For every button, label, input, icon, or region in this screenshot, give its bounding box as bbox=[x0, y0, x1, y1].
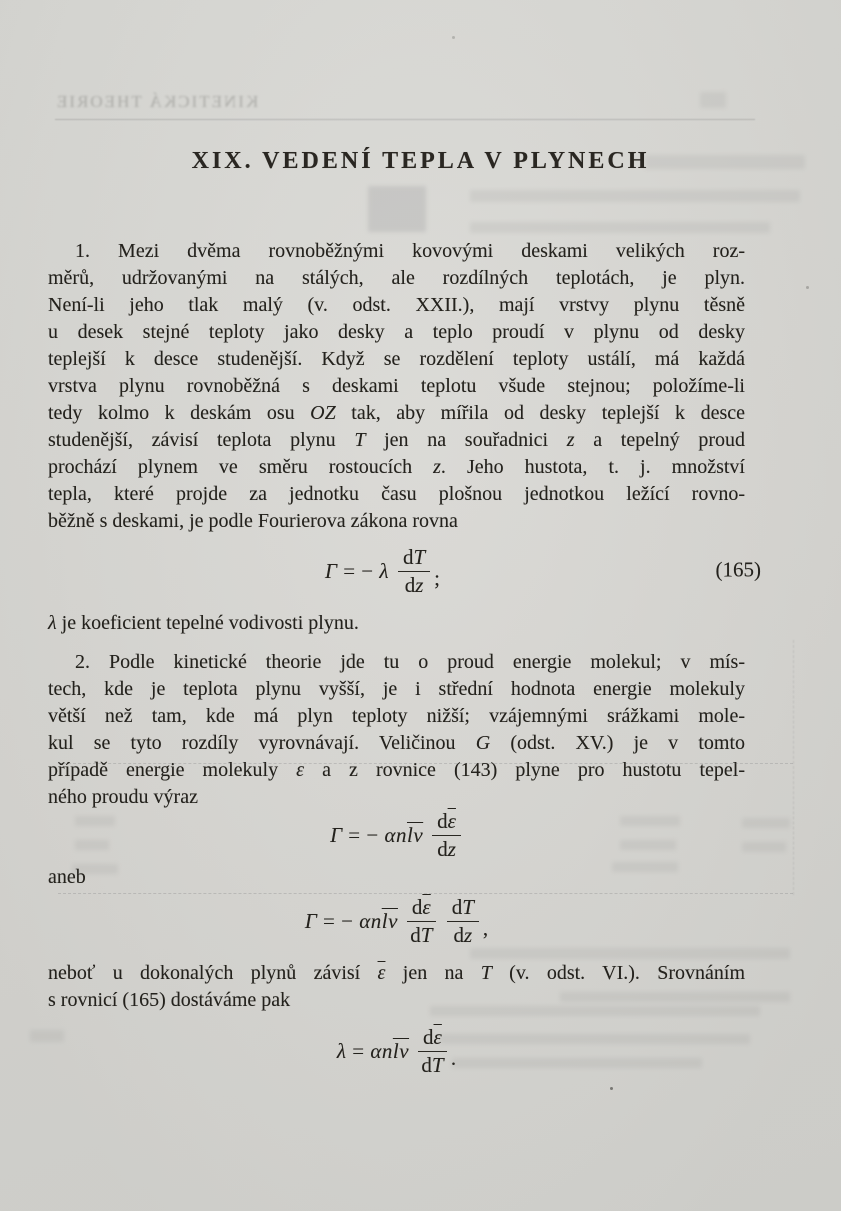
bleedthrough-table-cell bbox=[75, 816, 115, 826]
equation-lhs: Γ = − λ bbox=[324, 559, 389, 584]
bleedthrough-page-number-smudge bbox=[700, 92, 726, 108]
text-line: studenější, závisí teplota plynu T jen na souřadnici z a tepelný proud bbox=[48, 429, 746, 451]
equation-number: (165) bbox=[715, 557, 761, 582]
bleedthrough-smudge bbox=[452, 1058, 702, 1068]
text-line: vrstva plynu rovnoběžná s deskami teplotu všude stejnou; položíme-li bbox=[48, 375, 745, 397]
text-line: tech, kde je teplota plynu vyšší, je i střední hodnota energie molekuly bbox=[48, 678, 745, 700]
equation-punctuation: ; bbox=[434, 566, 441, 591]
equation-punctuation: , bbox=[482, 916, 489, 941]
text-line: s rovnicí (165) dostáváme pak bbox=[48, 989, 291, 1011]
bleedthrough-table-rule bbox=[58, 893, 793, 894]
bleedthrough-smudge bbox=[470, 222, 770, 233]
bleedthrough-smudge bbox=[470, 190, 800, 202]
bleedthrough-table-border bbox=[793, 640, 794, 895]
text-line: běžně s deskami, je podle Fourierova zákona rovna bbox=[48, 510, 458, 532]
text-line: větší než tam, kde má plyn teploty nižší; vzájemnými srážkami mole- bbox=[48, 705, 745, 727]
bleedthrough-table-cell bbox=[75, 840, 109, 850]
bleedthrough-table-cell bbox=[620, 816, 680, 826]
text-line: tepla, které projde za jednotku času plošnou jednotkou ležící rovno- bbox=[48, 483, 745, 505]
text-line: teplejší k desce studenější. Když se rozdělení teploty ustálí, má každá bbox=[48, 348, 745, 370]
equation-punctuation: . bbox=[450, 1046, 457, 1071]
bleedthrough-running-head: KINETICKÁ THEORIE bbox=[55, 92, 259, 111]
fraction-denominator: dT bbox=[410, 923, 433, 948]
bleedthrough-table-cell bbox=[620, 840, 676, 850]
bleedthrough-smudge bbox=[430, 1006, 760, 1016]
bleedthrough-table-cell bbox=[742, 818, 790, 828]
aneb-connector: aneb bbox=[48, 866, 86, 888]
bleedthrough-table-cell bbox=[612, 862, 678, 872]
fraction bbox=[432, 810, 461, 861]
bleedthrough-header-rule bbox=[55, 119, 755, 120]
lambda-definition-line: λ je koeficient tepelné vodivosti plynu. bbox=[48, 612, 359, 634]
bleedthrough-smudge bbox=[440, 1034, 750, 1044]
fraction bbox=[407, 896, 436, 947]
text-line: Není-li jeho tlak malý (v. odst. XXII.), mají vrstvy plynu těsně bbox=[48, 294, 745, 316]
text-line: neboť u dokonalých plynů závisí $\overline{\varepsilon}$ jen na T (v. odst. VI.). Srovnáním bbox=[48, 962, 745, 984]
fraction-numerator: dT bbox=[447, 896, 479, 922]
paragraph-2 bbox=[48, 649, 745, 811]
chapter-title: XIX. VEDENÍ TEPLA V PLYNECH bbox=[191, 148, 650, 174]
bleedthrough-equation-smudge bbox=[368, 186, 426, 232]
bleedthrough-smudge bbox=[30, 1030, 64, 1042]
text-line: u desek stejné teploty jako desky a teplo proudí v plynu od desky bbox=[48, 321, 745, 343]
ink-speck bbox=[452, 36, 455, 39]
fraction-numerator: $d\overline{\varepsilon}$ bbox=[407, 896, 436, 922]
text-line: měrů, udržovanými na stálých, ale rozdílných teplotách, je plyn. bbox=[48, 267, 745, 289]
bleedthrough-table-cell bbox=[742, 842, 786, 852]
fraction-denominator: dT bbox=[421, 1053, 444, 1078]
ink-speck bbox=[610, 1087, 613, 1090]
bleedthrough-smudge bbox=[560, 992, 790, 1002]
fraction-denominator: dz bbox=[437, 837, 456, 862]
equation-lhs: Γ = − $\alpha n\overline{lv}$ bbox=[330, 823, 424, 848]
ink-speck bbox=[806, 286, 809, 289]
equation-lhs: Γ = − $\alpha n\overline{lv}$ bbox=[304, 909, 398, 934]
text-line: 2. Podle kinetické theorie jde tu o proud energie molekul; v mís- bbox=[75, 651, 745, 673]
equation-165 bbox=[34, 545, 761, 598]
equation-flux-T bbox=[48, 896, 745, 947]
equation-lhs: $\lambda = \alpha n\overline{lv}$ bbox=[336, 1039, 410, 1064]
fraction bbox=[398, 546, 430, 597]
fraction-denominator: dz bbox=[404, 573, 424, 598]
bleedthrough-table-rule bbox=[58, 763, 793, 764]
text-line: kul se tyto rozdíly vyrovnávají. Veličinou G (odst. XV.) je v tomto bbox=[48, 732, 746, 754]
text-line: 1. Mezi dvěma rovnoběžnými kovovými deskami velikých roz- bbox=[75, 240, 745, 262]
bleedthrough-table-cell bbox=[72, 864, 118, 874]
text-line: tedy kolmo k deskám osu OZ tak, aby mířila od desky teplejší k desce bbox=[48, 402, 745, 424]
bleedthrough-smudge bbox=[470, 948, 790, 959]
fraction-denominator: dz bbox=[453, 923, 473, 948]
paragraph-1 bbox=[48, 238, 745, 535]
text-line: ného proudu výraz bbox=[48, 786, 198, 808]
fraction-numerator: $d\overline{\varepsilon}$ bbox=[432, 810, 461, 836]
text-line: prochází plynem ve směru rostoucích z. Jeho hustota, t. j. množství bbox=[48, 456, 745, 478]
fraction bbox=[447, 896, 479, 947]
text-line: případě energie molekuly ε a z rovnice (143) plyne pro hustotu tepel- bbox=[48, 759, 745, 781]
fraction-numerator: dT bbox=[398, 546, 430, 572]
fraction-numerator: $d\overline{\varepsilon}$ bbox=[418, 1026, 447, 1052]
